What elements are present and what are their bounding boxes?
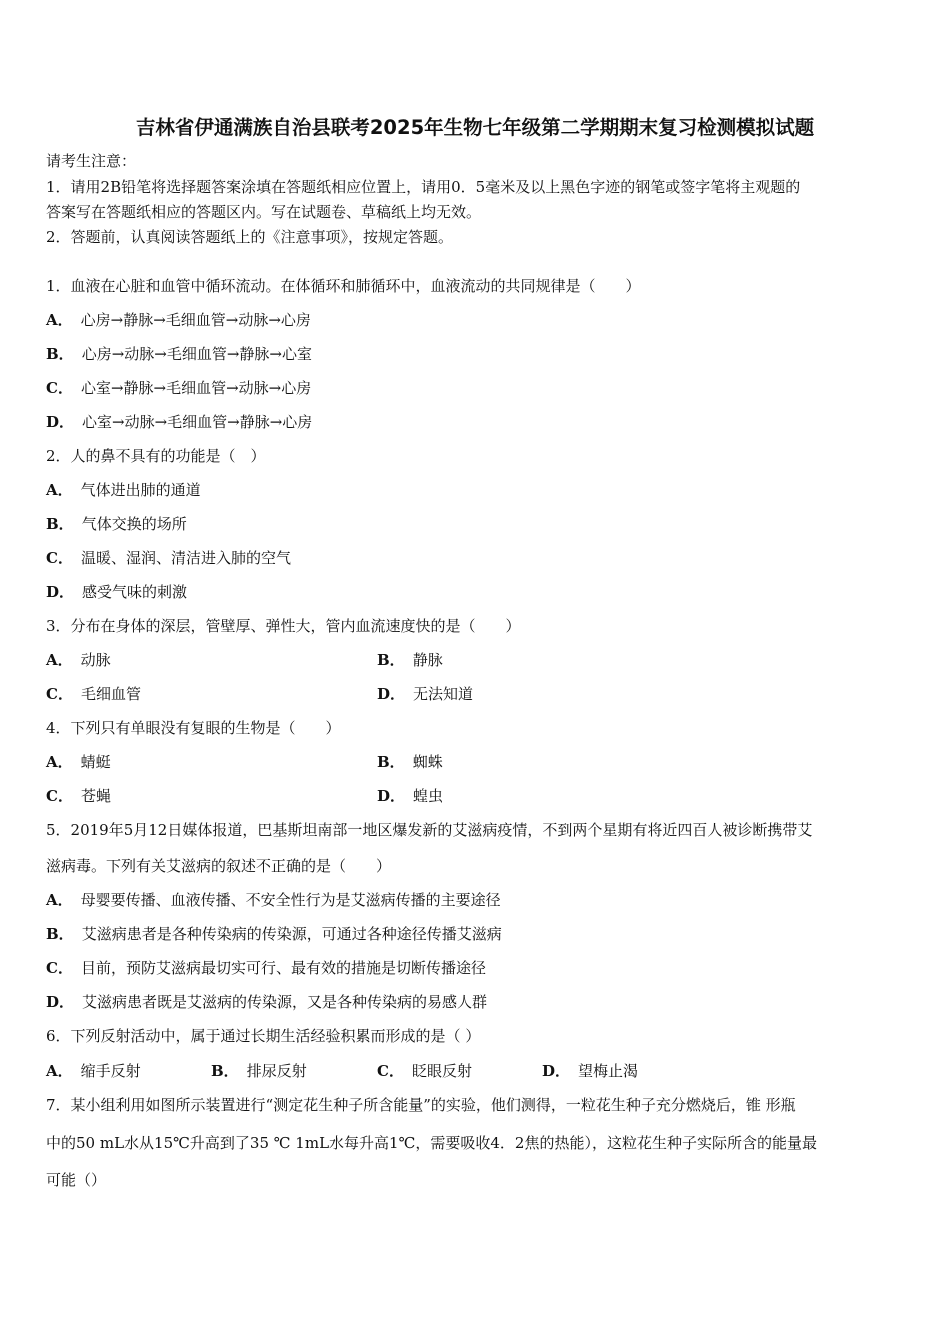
question-1-option-d — [46, 412, 312, 432]
option-text: 艾滋病患者既是艾滋病的传染源，又是各种传染病的易感人群 — [82, 993, 488, 1011]
option-text: 动脉 — [80, 651, 111, 669]
option-text: 感受气味的刺激 — [82, 583, 188, 601]
option-text: 无法知道 — [413, 685, 474, 703]
option-letter: D． — [377, 685, 406, 703]
notice-item-1-line-2: 答案写在答题纸相应的答题区内。写在试题卷、草稿纸上均无效。 — [46, 203, 482, 221]
option-text: 蜻蜓 — [80, 753, 111, 771]
option-letter: A． — [46, 753, 73, 771]
question-6-stem: 6．下列反射活动中，属于通过长期生活经验积累而形成的是（ ） — [46, 1027, 481, 1045]
option-letter: B． — [46, 515, 74, 533]
option-letter: D． — [46, 583, 75, 601]
option-text: 眨眼反射 — [411, 1062, 472, 1080]
question-3-option-a — [46, 650, 111, 670]
option-letter: A． — [46, 1062, 73, 1080]
question-5-stem-line-1: 5．2019年5月12日媒体报道，巴基斯坦南部一地区爆发新的艾滋病疫情，不到两个星期有将近四百人被诊断携带艾 — [46, 821, 813, 839]
question-6-option-b — [211, 1061, 307, 1081]
option-letter: B． — [211, 1062, 239, 1080]
question-5-option-b — [46, 924, 502, 944]
question-7-stem-line-2: 中的50 mL水从15℃升高到了35 ℃ 1mL水每升高1℃，需要吸收4．2焦的热能），这粒花生种子实际所含的能量最 — [46, 1134, 817, 1152]
option-letter: B． — [46, 345, 74, 363]
option-letter: B． — [377, 651, 405, 669]
option-text: 气体交换的场所 — [81, 515, 187, 533]
option-letter: A． — [46, 891, 73, 909]
question-2-option-d — [46, 582, 187, 602]
option-letter: C． — [46, 959, 73, 977]
option-letter: D． — [46, 413, 75, 431]
option-text: 毛细血管 — [80, 685, 141, 703]
option-text: 排尿反射 — [246, 1062, 307, 1080]
option-letter: A． — [46, 651, 73, 669]
question-5-option-c — [46, 958, 486, 978]
question-3-stem: 3．分布在身体的深层，管壁厚、弹性大，管内血流速度快的是（ ） — [46, 617, 521, 635]
option-letter: A． — [46, 311, 73, 329]
option-letter: C． — [46, 787, 73, 805]
question-3-option-b — [377, 650, 443, 670]
question-5-stem-line-2: 滋病毒。下列有关艾滋病的叙述不正确的是（ ） — [46, 857, 392, 875]
option-letter: C． — [377, 1062, 404, 1080]
question-6-option-a — [46, 1061, 141, 1081]
option-letter: C． — [46, 549, 73, 567]
option-text: 心房→动脉→毛细血管→静脉→心室 — [81, 345, 312, 363]
question-1-option-b — [46, 344, 312, 364]
option-text: 艾滋病患者是各种传染病的传染源，可通过各种途径传播艾滋病 — [81, 925, 502, 943]
option-letter: A． — [46, 481, 73, 499]
option-text: 母婴要传播、血液传播、不安全性行为是艾滋病传播的主要途径 — [80, 891, 501, 909]
option-text: 目前，预防艾滋病最切实可行、最有效的措施是切断传播途径 — [80, 959, 486, 977]
option-text: 心房→静脉→毛细血管→动脉→心房 — [80, 311, 311, 329]
option-text: 望梅止渴 — [578, 1062, 639, 1080]
option-text: 心室→静脉→毛细血管→动脉→心房 — [80, 379, 312, 397]
question-5-option-a — [46, 890, 501, 910]
notice-header: 请考生注意： — [46, 152, 137, 170]
question-3-option-d — [377, 684, 473, 704]
question-1-option-a — [46, 310, 311, 330]
question-2-option-b — [46, 514, 187, 534]
question-7-stem-line-3: 可能（） — [46, 1171, 107, 1189]
option-letter: B． — [377, 753, 405, 771]
notice-item-1-line-1: 1．请用2B铅笔将选择题答案涂填在答题纸相应位置上，请用0．5毫米及以上黑色字迹的钢笔或签字笔将主观题的 — [46, 178, 801, 196]
option-letter: B． — [46, 925, 74, 943]
option-text: 蝗虫 — [413, 787, 444, 805]
option-letter: D． — [377, 787, 406, 805]
question-4-stem: 4．下列只有单眼没有复眼的生物是（ ） — [46, 719, 341, 737]
option-letter: C． — [46, 379, 73, 397]
notice-item-2: 2．答题前，认真阅读答题纸上的《注意事项》，按规定答题。 — [46, 228, 454, 246]
question-7-stem-line-1: 7．某小组利用如图所示装置进行“测定花生种子所含能量”的实验，他们测得，一粒花生种子充分燃烧后，锥 形瓶 — [46, 1096, 796, 1114]
question-4-option-a — [46, 752, 111, 772]
option-letter: D． — [46, 993, 75, 1011]
option-letter: C． — [46, 685, 73, 703]
option-text: 缩手反射 — [80, 1062, 141, 1080]
question-1-stem: 1．血液在心脏和血管中循环流动。在体循环和肺循环中，血液流动的共同规律是（ ） — [46, 277, 641, 295]
option-text: 心室→动脉→毛细血管→静脉→心房 — [82, 413, 313, 431]
question-5-option-d — [46, 992, 487, 1012]
option-text: 蜘蛛 — [412, 753, 443, 771]
question-6-option-d — [542, 1061, 638, 1081]
question-6-option-c — [377, 1061, 472, 1081]
page-title: 吉林省伊通满族自治县联考2025年生物七年级第二学期期末复习检测模拟试题 — [135, 116, 815, 139]
question-4-option-b — [377, 752, 443, 772]
question-2-stem: 2．人的鼻不具有的功能是（ ） — [46, 447, 266, 465]
option-text: 苍蝇 — [80, 787, 111, 805]
question-3-option-c — [46, 684, 141, 704]
option-text: 静脉 — [412, 651, 443, 669]
question-4-option-d — [377, 786, 443, 806]
question-1-option-c — [46, 378, 311, 398]
question-2-option-c — [46, 548, 291, 568]
option-text: 气体进出肺的通道 — [80, 481, 201, 499]
question-4-option-c — [46, 786, 111, 806]
question-2-option-a — [46, 480, 201, 500]
option-letter: D． — [542, 1062, 571, 1080]
option-text: 温暖、湿润、清洁进入肺的空气 — [80, 549, 291, 567]
